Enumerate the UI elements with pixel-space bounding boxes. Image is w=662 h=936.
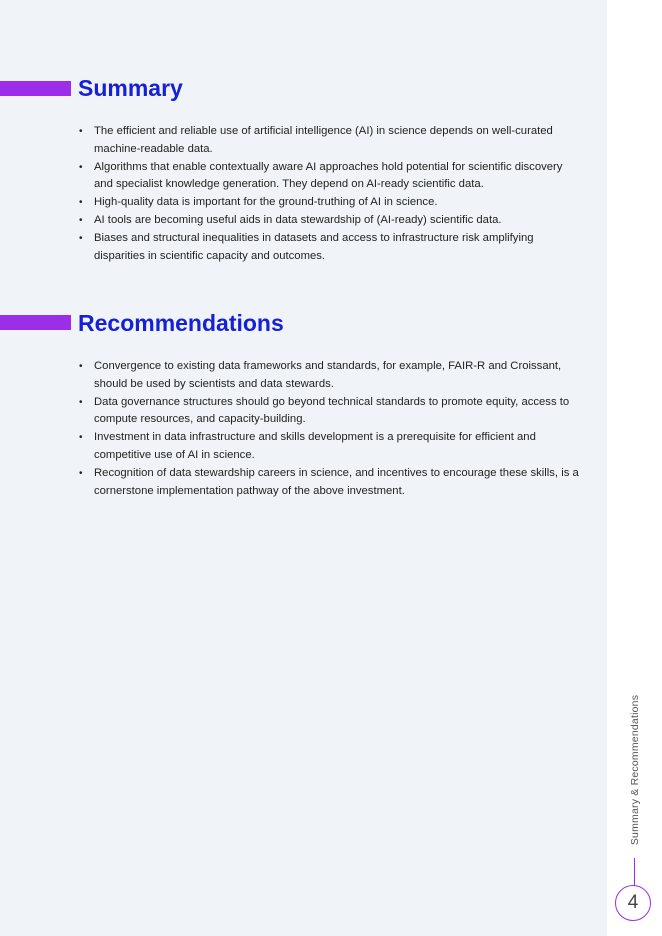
summary-heading: Summary — [78, 75, 183, 101]
summary-item: • Biases and structural inequalities in datasets and access to infrastructure risk amplifying disparities in scientific capacity and outcomes. — [78, 230, 583, 266]
summary-item: • AI tools are becoming useful aids in data stewardship of (AI-ready) scientific data. — [78, 212, 583, 230]
recommendations-list — [78, 358, 583, 500]
summary-item: • The efficient and reliable use of artificial intelligence (AI) in science depends on well-curated machine-readable data. — [78, 123, 583, 159]
recommendation-item: • Investment in data infrastructure and skills development is a prerequisite for efficient and competitive use of AI in science. — [78, 429, 583, 465]
summary-accent-bar — [0, 81, 71, 96]
summary-list — [78, 123, 583, 265]
recommendation-item: • Data governance structures should go beyond technical standards to promote equity, access to compute resources, and capacity-building. — [78, 394, 583, 430]
recommendation-item: • Convergence to existing data frameworks and standards, for example, FAIR-R and Croissant, should be used by scientists and data stewards. — [78, 358, 583, 394]
section-label: Summary & Recommendations — [629, 694, 641, 846]
recommendation-item: • Recognition of data stewardship careers in science, and incentives to encourage these skills, is a cornerstone implementation pathway of the above investment. — [78, 465, 583, 501]
summary-item: • Algorithms that enable contextually aware AI approaches hold potential for scientific discovery and specialist knowledge generation. They depend on AI-ready scientific data. — [78, 159, 583, 195]
recommendations-heading: Recommendations — [78, 310, 284, 336]
page-number: 4 — [615, 885, 651, 921]
summary-item: • High-quality data is important for the ground-truthing of AI in science. — [78, 194, 583, 212]
sidebar-divider — [634, 858, 635, 886]
recommendations-accent-bar — [0, 315, 71, 330]
